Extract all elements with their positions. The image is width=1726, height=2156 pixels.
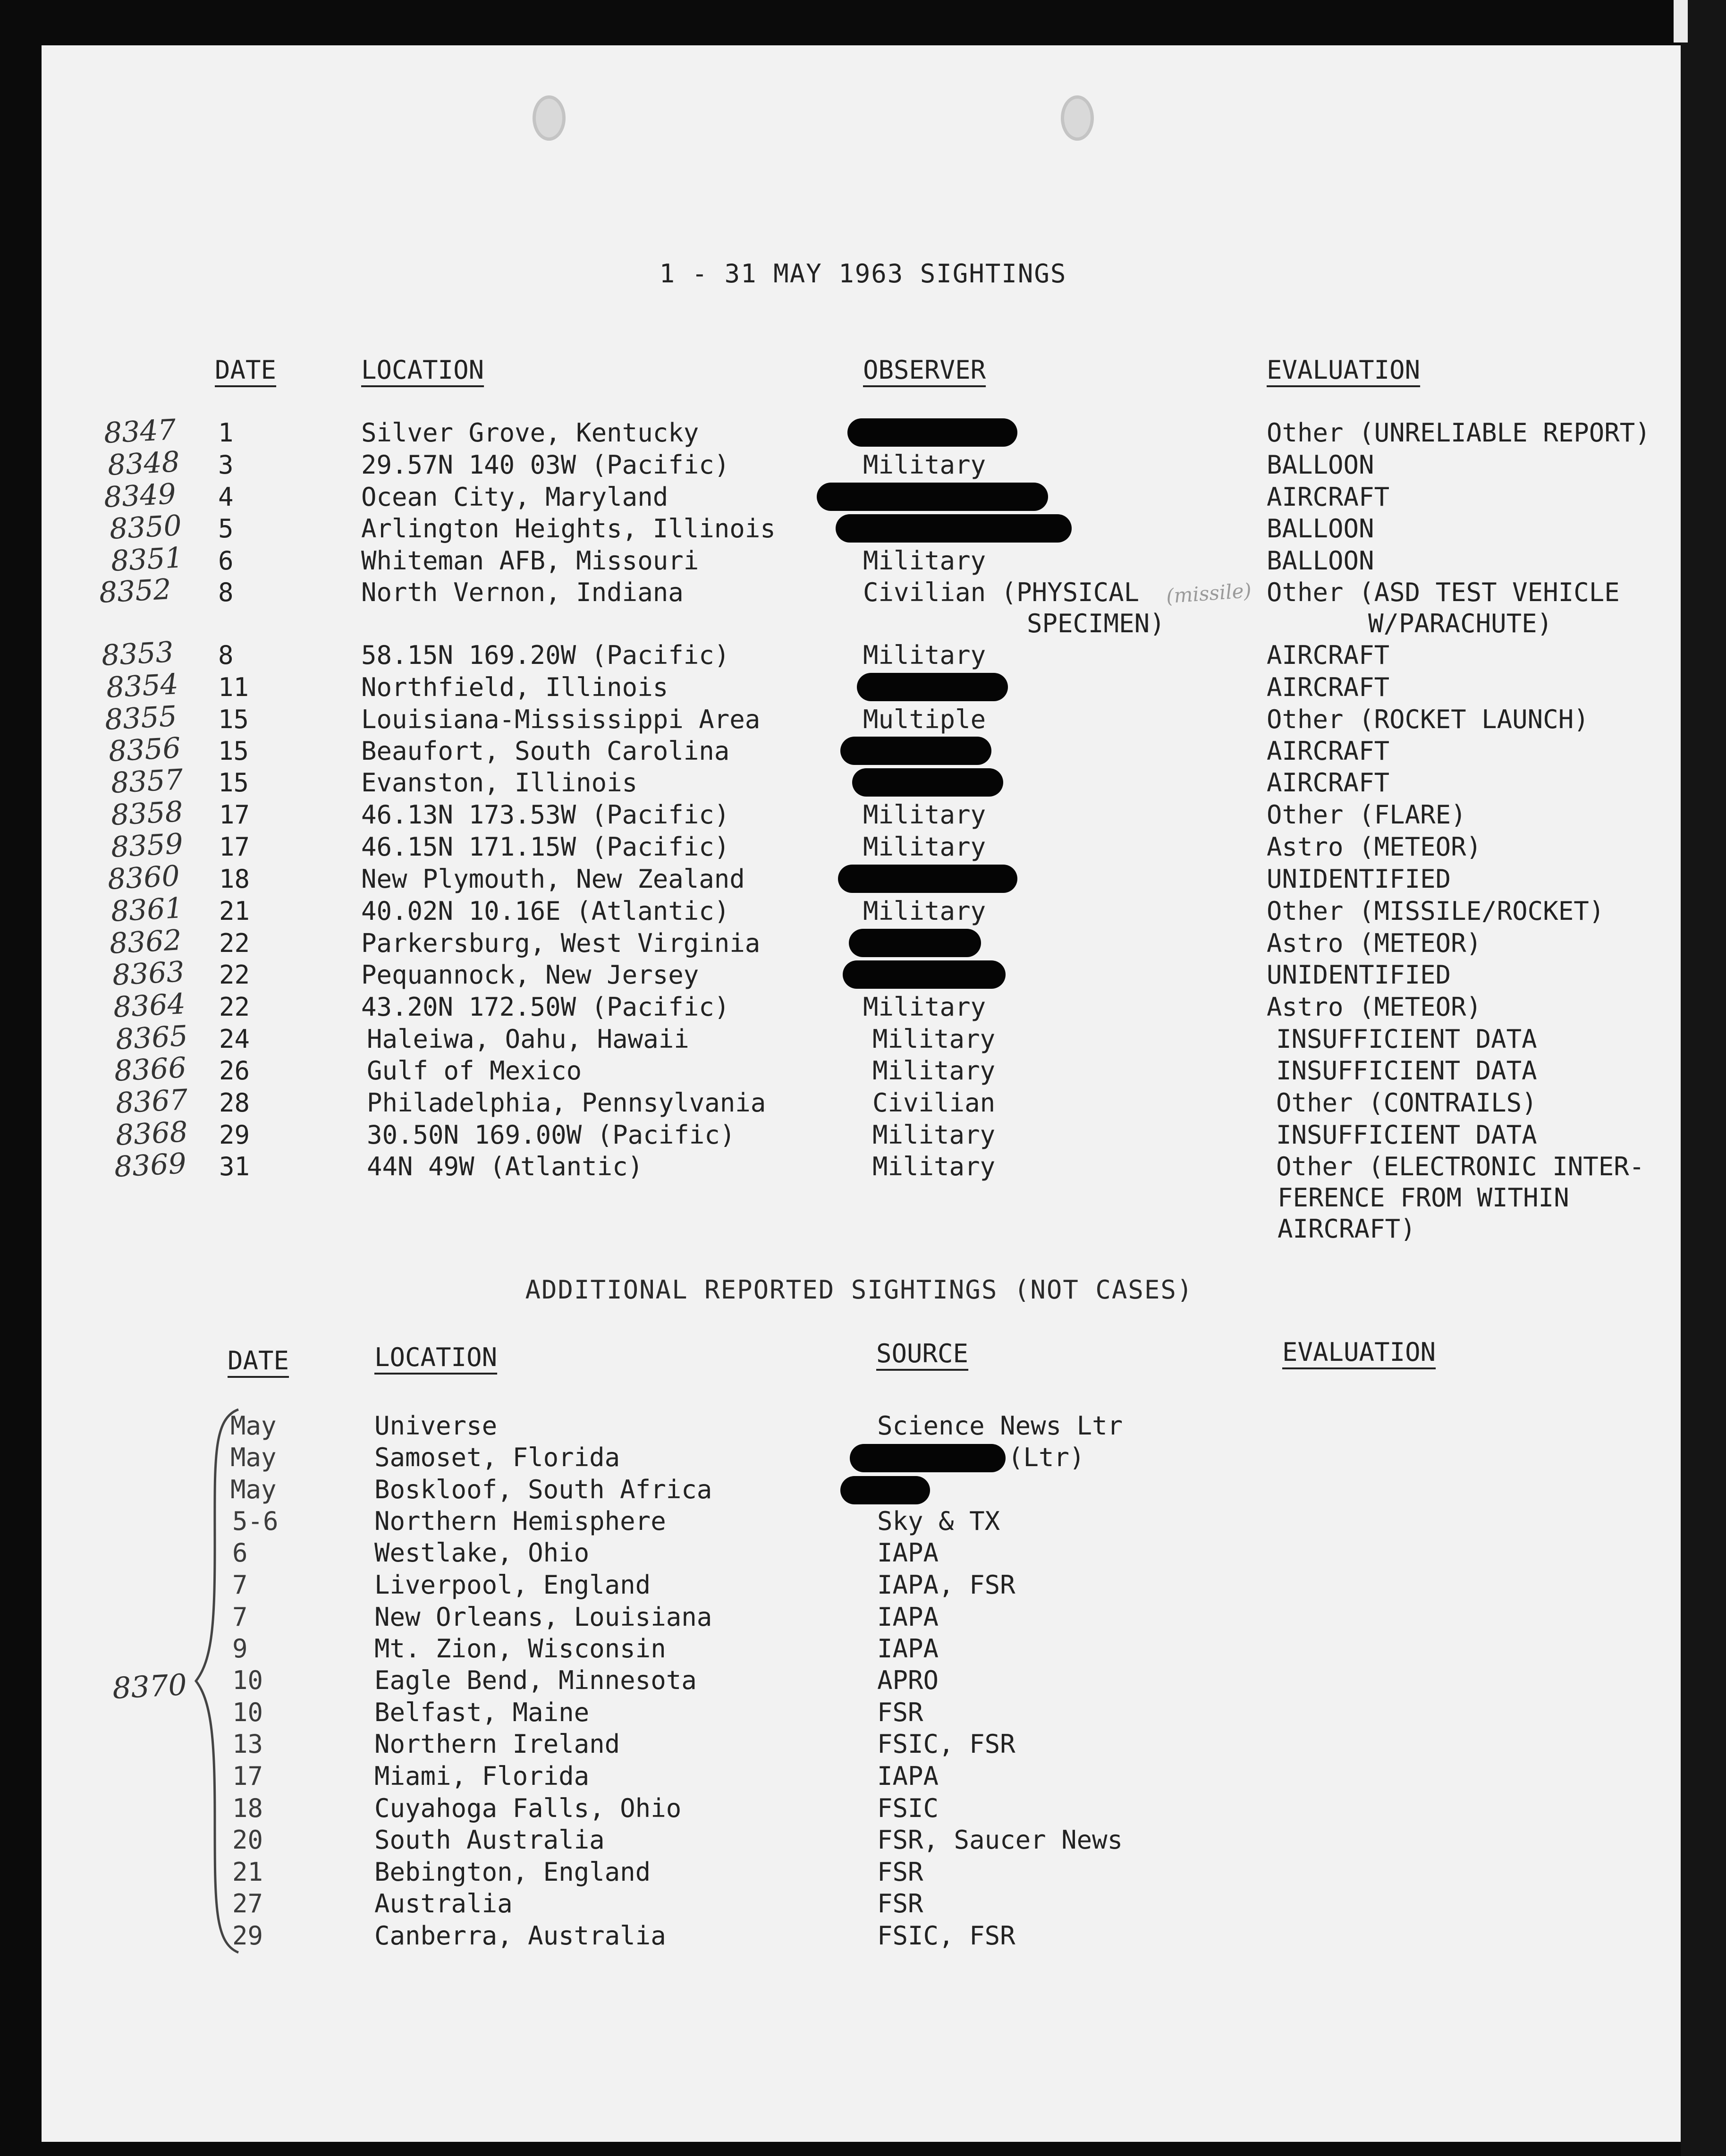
sighting-evaluation: INSUFFICIENT DATA — [1276, 1024, 1537, 1054]
sighting-date: 5 — [218, 514, 234, 543]
sighting-location: Louisiana-Mississippi Area — [361, 705, 761, 734]
sighting-evaluation-line2: W/PARACHUTE) — [1368, 609, 1553, 638]
additional-header-evaluation: EVALUATION — [1282, 1337, 1436, 1367]
page-title: 1 - 31 MAY 1963 SIGHTINGS — [659, 259, 1067, 289]
header-evaluation: EVALUATION — [1267, 355, 1421, 385]
additional-location: Australia — [374, 1889, 513, 1918]
sighting-evaluation: Other (ROCKET LAUNCH) — [1267, 705, 1589, 734]
additional-source: FSIC — [877, 1793, 939, 1823]
sighting-date: 22 — [219, 992, 250, 1022]
sighting-location: 43.20N 172.50W (Pacific) — [361, 992, 730, 1022]
additional-location: South Australia — [374, 1825, 605, 1855]
additional-location: Samoset, Florida — [374, 1443, 620, 1472]
additional-source: FSR, Saucer News — [877, 1825, 1123, 1855]
redaction-mark — [838, 865, 1017, 893]
sighting-location: Northfield, Illinois — [361, 672, 668, 702]
handwritten-margin-note: (missile) — [1165, 578, 1252, 608]
sighting-date: 24 — [219, 1024, 250, 1054]
case-number: 8355 — [104, 700, 178, 737]
additional-header-location: LOCATION — [374, 1342, 498, 1372]
additional-location: Bebington, England — [374, 1857, 651, 1887]
sighting-evaluation: Other (FLARE) — [1267, 800, 1466, 830]
case-number: 8356 — [108, 731, 182, 768]
redaction-mark — [849, 929, 981, 957]
additional-source: IAPA — [877, 1634, 939, 1664]
sighting-location: Beaufort, South Carolina — [361, 736, 730, 766]
sighting-date: 15 — [218, 768, 249, 798]
sighting-observer: Civilian — [872, 1088, 996, 1118]
case-number: 8350 — [109, 509, 183, 546]
sighting-date: 8 — [218, 640, 234, 670]
sighting-location: 30.50N 169.00W (Pacific) — [367, 1120, 736, 1150]
sighting-evaluation: UNIDENTIFIED — [1267, 960, 1451, 990]
redaction-mark — [857, 673, 1008, 701]
additional-date: 29 — [232, 1921, 263, 1951]
additional-date: 18 — [232, 1793, 263, 1823]
sighting-evaluation: Astro (METEOR) — [1267, 928, 1482, 958]
additional-source: IAPA — [877, 1538, 939, 1568]
redaction-mark — [840, 1476, 930, 1504]
case-number: 8367 — [115, 1083, 189, 1120]
case-number: 8363 — [111, 955, 186, 992]
sighting-observer: Military — [863, 640, 986, 670]
sighting-evaluation: Astro (METEOR) — [1267, 832, 1482, 862]
additional-date: 5-6 — [232, 1506, 279, 1536]
additional-title: ADDITIONAL REPORTED SIGHTINGS (NOT CASES) — [525, 1275, 1193, 1305]
redaction-mark — [836, 514, 1072, 543]
case-number: 8365 — [115, 1019, 189, 1056]
sighting-date: 1 — [218, 418, 234, 448]
sighting-observer: Military — [863, 832, 986, 862]
case-number: 8359 — [110, 827, 184, 864]
additional-date: 6 — [232, 1538, 248, 1568]
additional-date: 20 — [232, 1825, 263, 1855]
case-number: 8368 — [115, 1115, 189, 1152]
additional-source: IAPA — [877, 1602, 939, 1632]
additional-source: FSR — [877, 1698, 923, 1727]
sighting-date: 26 — [219, 1056, 250, 1086]
sighting-location: Gulf of Mexico — [367, 1056, 582, 1086]
sighting-observer: Civilian (PHYSICAL — [863, 577, 1140, 607]
sighting-date: 18 — [219, 864, 250, 894]
sighting-observer: Multiple — [863, 705, 986, 734]
sighting-location: Ocean City, Maryland — [361, 482, 668, 512]
additional-location: Northern Ireland — [374, 1729, 620, 1759]
additional-date: May — [230, 1443, 277, 1472]
page-edge — [1681, 0, 1726, 2156]
sighting-evaluation: BALLOON — [1267, 546, 1374, 576]
sighting-evaluation-line3: AIRCRAFT) — [1278, 1214, 1416, 1244]
additional-location: Canberra, Australia — [374, 1921, 666, 1951]
sighting-date: 31 — [219, 1152, 250, 1181]
sighting-location: Philadelphia, Pennsylvania — [367, 1088, 766, 1118]
sighting-evaluation: BALLOON — [1267, 514, 1374, 543]
additional-source: FSIC, FSR — [877, 1921, 1015, 1951]
additional-location: Universe — [374, 1411, 498, 1441]
additional-source: IAPA — [877, 1761, 939, 1791]
sighting-observer: Military — [872, 1152, 996, 1181]
sighting-date: 17 — [219, 800, 250, 830]
sighting-date: 4 — [218, 482, 234, 512]
additional-location: Mt. Zion, Wisconsin — [374, 1634, 666, 1664]
sighting-evaluation: AIRCRAFT — [1267, 736, 1390, 766]
sighting-evaluation: UNIDENTIFIED — [1267, 864, 1451, 894]
sighting-evaluation: Other (UNRELIABLE REPORT) — [1267, 418, 1650, 448]
sighting-observer: Military — [863, 450, 986, 480]
additional-date: 9 — [232, 1634, 248, 1664]
additional-date: 7 — [232, 1602, 248, 1632]
case-number: 8353 — [101, 636, 175, 672]
case-number: 8352 — [98, 573, 172, 610]
case-number: 8366 — [113, 1051, 187, 1088]
binder-hole-left — [533, 95, 566, 141]
sighting-evaluation: Other (MISSILE/ROCKET) — [1267, 896, 1605, 926]
sighting-location: Pequannock, New Jersey — [361, 960, 699, 990]
sighting-date: 15 — [218, 705, 249, 734]
sighting-date: 3 — [218, 450, 234, 480]
sighting-date: 29 — [219, 1120, 250, 1150]
sighting-observer: Military — [872, 1056, 996, 1086]
additional-location: Northern Hemisphere — [374, 1506, 666, 1536]
additional-location: Boskloof, South Africa — [374, 1475, 712, 1504]
case-number: 8347 — [103, 413, 177, 450]
sighting-date: 17 — [219, 832, 250, 862]
redaction-mark — [852, 768, 1003, 797]
sighting-location: 46.13N 173.53W (Pacific) — [361, 800, 730, 830]
additional-date: May — [230, 1475, 277, 1504]
redaction-mark — [817, 483, 1048, 511]
additional-source: FSR — [877, 1889, 923, 1918]
case-number: 8354 — [105, 668, 179, 705]
additional-source: APRO — [877, 1665, 939, 1695]
sighting-observer: Military — [863, 896, 986, 926]
sighting-evaluation: AIRCRAFT — [1267, 672, 1390, 702]
additional-location: Belfast, Maine — [374, 1698, 590, 1727]
header-observer: OBSERVER — [863, 355, 986, 385]
redaction-mark — [840, 737, 991, 765]
case-number: 8349 — [103, 477, 177, 514]
sighting-location: 29.57N 140 03W (Pacific) — [361, 450, 730, 480]
redaction-mark — [850, 1444, 1006, 1472]
sighting-observer-line2: SPECIMEN) — [1027, 609, 1165, 638]
sighting-location: Evanston, Illinois — [361, 768, 638, 798]
sighting-evaluation: Astro (METEOR) — [1267, 992, 1482, 1022]
sighting-evaluation: AIRCRAFT — [1267, 640, 1390, 670]
sighting-location: Whiteman AFB, Missouri — [361, 546, 699, 576]
sighting-date: 8 — [218, 577, 234, 607]
sighting-location: 40.02N 10.16E (Atlantic) — [361, 896, 730, 926]
additional-date: 21 — [232, 1857, 263, 1887]
additional-source: (Ltr) — [1008, 1443, 1085, 1472]
sighting-evaluation: BALLOON — [1267, 450, 1374, 480]
additional-date: 27 — [232, 1889, 263, 1918]
case-number: 8351 — [110, 541, 184, 578]
additional-location: Miami, Florida — [374, 1761, 590, 1791]
handwritten-case-number-8370: 8370 — [111, 1667, 188, 1706]
sighting-evaluation: AIRCRAFT — [1267, 768, 1390, 798]
sighting-date: 21 — [219, 896, 250, 926]
sighting-observer: Military — [863, 992, 986, 1022]
case-number: 8362 — [109, 924, 183, 960]
header-location: LOCATION — [361, 355, 484, 385]
additional-source: Science News Ltr — [877, 1411, 1123, 1441]
additional-date: 7 — [232, 1570, 248, 1600]
binder-hole-right — [1061, 95, 1094, 141]
case-number: 8348 — [107, 445, 181, 482]
additional-location: Liverpool, England — [374, 1570, 651, 1600]
sighting-evaluation: Other (ASD TEST VEHICLE — [1267, 577, 1620, 607]
sighting-location: Silver Grove, Kentucky — [361, 418, 699, 448]
sighting-location: Arlington Heights, Illinois — [361, 514, 776, 543]
additional-date: 13 — [232, 1729, 263, 1759]
additional-location: Cuyahoga Falls, Ohio — [374, 1793, 682, 1823]
sighting-evaluation: Other (ELECTRONIC INTER- — [1276, 1152, 1645, 1181]
additional-location: New Orleans, Louisiana — [374, 1602, 712, 1632]
additional-date: May — [230, 1411, 277, 1441]
case-number: 8360 — [107, 859, 181, 896]
sighting-evaluation: INSUFFICIENT DATA — [1276, 1056, 1537, 1086]
sighting-location: Haleiwa, Oahu, Hawaii — [367, 1024, 689, 1054]
sighting-location: North Vernon, Indiana — [361, 577, 684, 607]
case-number: 8358 — [110, 795, 184, 832]
sighting-date: 6 — [218, 546, 234, 576]
sighting-location: Parkersburg, West Virginia — [361, 928, 761, 958]
sighting-location: 44N 49W (Atlantic) — [367, 1152, 643, 1181]
additional-date: 10 — [232, 1698, 263, 1727]
sighting-date: 15 — [218, 736, 249, 766]
additional-source: IAPA, FSR — [877, 1570, 1015, 1600]
sighting-observer: Military — [863, 546, 986, 576]
redaction-mark — [843, 960, 1006, 989]
additional-location: Eagle Bend, Minnesota — [374, 1665, 697, 1695]
additional-source: Sky & TX — [877, 1506, 1000, 1536]
case-number: 8361 — [110, 891, 184, 928]
sighting-evaluation: INSUFFICIENT DATA — [1276, 1120, 1537, 1150]
sighting-observer: Military — [872, 1120, 996, 1150]
sighting-location: 46.15N 171.15W (Pacific) — [361, 832, 730, 862]
additional-date: 10 — [232, 1665, 263, 1695]
additional-location: Westlake, Ohio — [374, 1538, 590, 1568]
sighting-observer: Military — [863, 800, 986, 830]
case-number: 8364 — [112, 987, 186, 1024]
sighting-location: New Plymouth, New Zealand — [361, 864, 745, 894]
underlying-sheet — [1674, 0, 1688, 42]
sighting-date: 22 — [219, 960, 250, 990]
sighting-evaluation: Other (CONTRAILS) — [1276, 1088, 1537, 1118]
sighting-evaluation: AIRCRAFT — [1267, 482, 1390, 512]
sighting-date: 22 — [219, 928, 250, 958]
case-number: 8369 — [113, 1147, 187, 1184]
additional-source: FSIC, FSR — [877, 1729, 1015, 1759]
sighting-date: 28 — [219, 1088, 250, 1118]
header-date: DATE — [215, 355, 277, 385]
case-number: 8357 — [110, 763, 184, 800]
additional-header-date: DATE — [228, 1346, 289, 1375]
redaction-mark — [847, 418, 1017, 447]
sighting-location: 58.15N 169.20W (Pacific) — [361, 640, 730, 670]
sighting-evaluation-line2: FERENCE FROM WITHIN — [1278, 1183, 1569, 1213]
sighting-observer: Military — [872, 1024, 996, 1054]
additional-date: 17 — [232, 1761, 263, 1791]
sighting-date: 11 — [218, 672, 249, 702]
additional-source: FSR — [877, 1857, 923, 1887]
additional-header-source: SOURCE — [876, 1339, 969, 1368]
